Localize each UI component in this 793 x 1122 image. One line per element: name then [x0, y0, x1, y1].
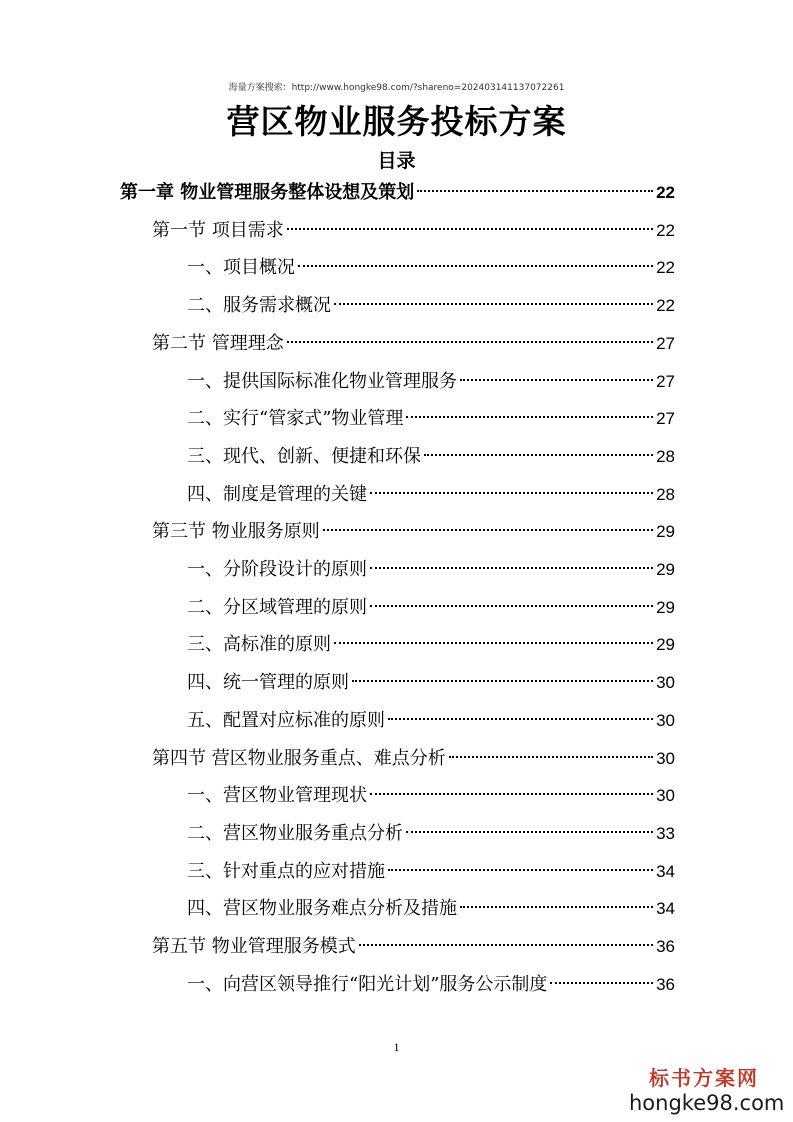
- toc-entry-page: 27: [656, 333, 675, 353]
- toc-entry-page: 22: [656, 296, 675, 316]
- toc-dot-leader: [460, 906, 653, 908]
- toc-subsection-entry[interactable]: [187, 404, 675, 434]
- toc-entry-title: 二、分区域管理的原则: [187, 596, 367, 618]
- toc-entry-page: 28: [656, 484, 675, 504]
- toc-entry-page: 30: [656, 786, 675, 806]
- toc-entry-title: 四、制度是管理的关键: [187, 483, 367, 505]
- toc-entry-title: 第一节 项目需求: [152, 219, 284, 241]
- toc-entry-title: 一、分阶段设计的原则: [187, 559, 367, 580]
- toc-entry-page: 22: [656, 183, 675, 202]
- toc-dot-leader: [298, 265, 653, 267]
- toc-entry-title: 一、向营区领导推行“阳光计划”服务公示制度: [187, 973, 548, 995]
- page-number: 1: [393, 1040, 400, 1054]
- toc-subsection-entry[interactable]: [187, 781, 675, 811]
- toc-entry-page: 22: [656, 258, 675, 278]
- toc-entry-page: 22: [656, 220, 675, 240]
- toc-entry-title: 一、提供国际标准化物业管理服务: [187, 370, 457, 392]
- watermark-brand: 标书方案网: [649, 1066, 759, 1090]
- toc-section-entry[interactable]: [152, 744, 675, 774]
- toc-entry-page: 29: [656, 635, 675, 655]
- toc-entry-title: 一、项目概况: [187, 257, 295, 279]
- toc-section-entry[interactable]: [152, 216, 675, 246]
- toc-entry-page: 36: [656, 937, 675, 956]
- toc-entry-page: 34: [656, 861, 675, 881]
- toc-dot-leader: [406, 416, 653, 418]
- toc-dot-leader: [359, 944, 653, 946]
- toc-subsection-entry[interactable]: [187, 291, 675, 321]
- toc-entry-page: 28: [656, 446, 675, 466]
- toc-entry-title: 一、营区物业管理现状: [187, 785, 367, 807]
- toc-dot-leader: [388, 869, 653, 871]
- toc-subsection-entry[interactable]: [187, 480, 675, 510]
- toc-entry-title: 二、实行“管家式”物业管理: [187, 408, 404, 430]
- toc-dot-leader: [334, 642, 653, 644]
- toc-entry-page: 29: [656, 560, 675, 579]
- toc-section-entry[interactable]: [152, 517, 675, 547]
- toc-section-entry[interactable]: [152, 329, 675, 359]
- toc-entry-page: 30: [656, 673, 675, 693]
- toc-entry-page: 36: [656, 974, 675, 994]
- toc-entry-title: 第三节 物业服务原则: [152, 521, 320, 543]
- toc-subsection-entry[interactable]: [187, 706, 675, 736]
- toc-subsection-entry[interactable]: [187, 367, 675, 397]
- toc-dot-leader: [550, 982, 653, 984]
- toc-dot-leader: [406, 831, 653, 833]
- toc-dot-leader: [287, 341, 653, 343]
- toc-entry-title: 五、配置对应标准的原则: [187, 709, 385, 731]
- toc-dot-leader: [370, 793, 653, 795]
- toc-entry-page: 34: [656, 899, 675, 919]
- toc-entry-page: 27: [656, 409, 675, 429]
- toc-dot-leader: [352, 680, 653, 682]
- toc-chapter-entry[interactable]: [120, 178, 675, 208]
- toc-dot-leader: [388, 718, 653, 720]
- toc-entry-page: 29: [656, 597, 675, 617]
- watermark-domain: hongke98.com: [629, 1091, 785, 1115]
- toc-entry-title: 第四节 营区物业服务重点、难点分析: [152, 747, 446, 769]
- watermark-logo: [629, 1066, 785, 1116]
- toc-subsection-entry[interactable]: [187, 555, 675, 585]
- toc-dot-leader: [287, 228, 653, 230]
- toc-entry-title: 第一章 物业管理服务整体设想及策划: [120, 182, 415, 203]
- toc-entry-page: 27: [656, 371, 675, 391]
- toc-entry-title: 第二节 管理理念: [152, 332, 284, 354]
- toc-heading: 目录: [377, 150, 416, 172]
- toc-dot-leader: [460, 379, 653, 381]
- toc-dot-leader: [323, 529, 653, 531]
- toc-entry-title: 二、营区物业服务重点分析: [187, 822, 403, 844]
- toc-dot-leader: [370, 567, 653, 569]
- toc-dot-leader: [424, 454, 653, 456]
- header-source-note: 海量方案搜索：http://www.hongke98.com/?shareno=20240314113707​2261: [228, 83, 565, 93]
- toc-entry-title: 三、高标准的原则: [187, 634, 331, 656]
- toc-subsection-entry[interactable]: [187, 668, 675, 698]
- toc-entry-title: 三、现代、创新、便捷和环保: [187, 445, 421, 467]
- document-title: 营区物业服务投标方案: [226, 102, 567, 141]
- toc-subsection-entry[interactable]: [187, 253, 675, 283]
- toc-dot-leader: [370, 605, 653, 607]
- toc-subsection-entry[interactable]: [187, 894, 675, 924]
- toc-entry-page: 29: [656, 522, 675, 542]
- toc-subsection-entry[interactable]: [187, 630, 675, 660]
- toc-subsection-entry[interactable]: [187, 593, 675, 623]
- toc-subsection-entry[interactable]: [187, 970, 675, 1000]
- toc-dot-leader: [370, 492, 653, 494]
- toc-entry-page: 30: [656, 748, 675, 768]
- toc-entry-title: 四、统一管理的原则: [187, 672, 349, 694]
- toc-entry-page: 33: [656, 823, 675, 843]
- toc-dot-leader: [449, 756, 653, 758]
- toc-subsection-entry[interactable]: [187, 442, 675, 472]
- toc-entry-title: 三、针对重点的应对措施: [187, 860, 385, 882]
- toc-section-entry[interactable]: [152, 932, 675, 962]
- toc-dot-leader: [334, 303, 653, 305]
- toc-entry-page: 30: [656, 710, 675, 730]
- toc-entry-title: 四、营区物业服务难点分析及措施: [187, 898, 457, 920]
- toc-subsection-entry[interactable]: [187, 857, 675, 887]
- toc-dot-leader: [417, 190, 653, 192]
- toc-subsection-entry[interactable]: [187, 819, 675, 849]
- toc-entry-title: 第五节 物业管理服务模式: [152, 936, 356, 957]
- toc-entry-title: 二、服务需求概况: [187, 295, 331, 317]
